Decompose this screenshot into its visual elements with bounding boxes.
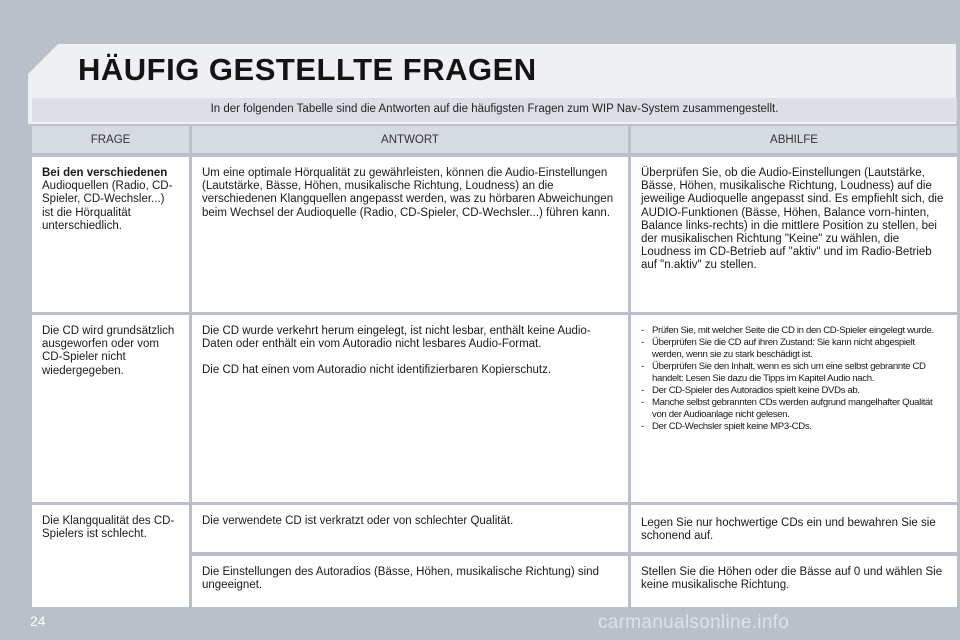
watermark: carmanualsonline.info — [598, 612, 790, 633]
row3a-answer-text: Die verwendete CD ist verkratzt oder von schlechter Qualität. — [202, 515, 514, 527]
row1-remedy-text: Überprüfen Sie, ob die Audio-Einstellungen (Lautstärke, Bässe, Höhen, musikalische Richtung, Loudness) auf die jeweilige Audioquelle angepasst sind. Es empfiehlt sich, die AUDIO-Funktionen (Bässe, Höhen, Balance vorn-hinten, Balance links-rechts) in die mittlere Position zu stellen, bei der musikalischen Richtung "Keine" zu wählen, die Loudness im CD-Betrieb auf "aktiv" und im Radio-Betrieb auf "n.aktiv" zu stellen. — [641, 167, 944, 272]
remedy-item: - Manche selbst gebrannten CDs werden aufgrund mangelhafter Qualität von der Audioanlage nicht gelesen. — [641, 397, 947, 420]
remedy-item: - Der CD-Wechsler spielt keine MP3-CDs. — [641, 421, 947, 432]
row3a-answer-cell — [192, 505, 628, 552]
row2-answer-text-1: Die CD wurde verkehrt herum eingelegt, ist nicht lesbar, enthält keine Audio-Daten oder enthält ein vom Autoradio nicht lesbares Audio-Format. — [202, 325, 591, 351]
row2-question-text: Die CD wird grundsätzlich ausgeworfen oder vom CD-Spieler nicht wiedergegeben. — [42, 325, 175, 377]
row1-answer-cell — [192, 157, 628, 312]
row3a-remedy-text: Legen Sie nur hochwertige CDs ein und bewahren Sie sie schonend auf. — [641, 517, 936, 543]
row2-remedy-list — [641, 325, 947, 433]
row3b-remedy-cell — [631, 556, 957, 607]
row1-question-text: Audioquellen (Radio, CD-Spieler, CD-Wechsler...) ist die Hörqualität unterschiedlich. — [42, 180, 173, 232]
row2-answer-text-2: Die CD hat einen vom Autoradio nicht identifizierbaren Kopierschutz. — [202, 364, 552, 377]
row2-question-cell — [32, 315, 189, 502]
remedy-item: - Prüfen Sie, mit welcher Seite die CD in den CD-Spieler eingelegt wurde. — [641, 325, 947, 336]
remedy-item: - Der CD-Spieler des Autoradios spielt keine DVDs ab. — [641, 385, 947, 396]
remedy-item: - Überprüfen Sie die CD auf ihren Zustand: Sie kann nicht abgespielt werden, wenn sie zu stark beschädigt ist. — [641, 337, 947, 360]
row1-question-cell — [32, 157, 189, 312]
intro-text: In der folgenden Tabelle sind die Antworten auf die häufigsten Fragen zum WIP Nav-System zusammengestellt. — [210, 103, 779, 115]
page-title: HÄUFIG GESTELLTE FRAGEN — [78, 52, 537, 87]
remedy-item: - Überprüfen Sie den Inhalt, wenn es sich um eine selbst gebrannte CD handelt: Lesen Sie dazu die Tipps im Kapitel Audio nach. — [641, 361, 947, 384]
row1-answer-text: Um eine optimale Hörqualität zu gewährleisten, können die Audio-Einstellungen (Lautstärke, Bässe, Höhen, musikalische Richtung, Loudness) an die verschiedenen Klangquellen angepasst werden, was zu hörbaren Abweichungen beim Wechsel der Audioquelle (Radio, CD-Spieler, CD-Wechsler...) führen kann. — [202, 167, 614, 219]
row2-remedy-cell — [631, 315, 957, 502]
row1-remedy-cell — [631, 157, 957, 312]
row3-question-text: Die Klangqualität des CD-Spielers ist schlecht. — [42, 515, 175, 541]
column-header-remedy: ABHILFE — [631, 126, 957, 153]
row3b-answer-text: Die Einstellungen des Autoradios (Bässe, Höhen, musikalische Richtung) sind ungeeignet. — [202, 566, 599, 592]
page-number: 24 — [30, 613, 46, 629]
row3a-remedy-cell — [631, 505, 957, 552]
row3b-answer-cell — [192, 556, 628, 607]
row1-question-bold: Bei den verschiedenen — [42, 167, 168, 179]
row2-answer-cell — [192, 315, 628, 502]
column-header-question: FRAGE — [32, 126, 189, 153]
row3-question-cell — [32, 505, 189, 607]
row3b-remedy-text: Stellen Sie die Höhen oder die Bässe auf 0 und wählen Sie keine musikalische Richtung. — [641, 566, 943, 592]
column-header-answer: ANTWORT — [192, 126, 628, 153]
